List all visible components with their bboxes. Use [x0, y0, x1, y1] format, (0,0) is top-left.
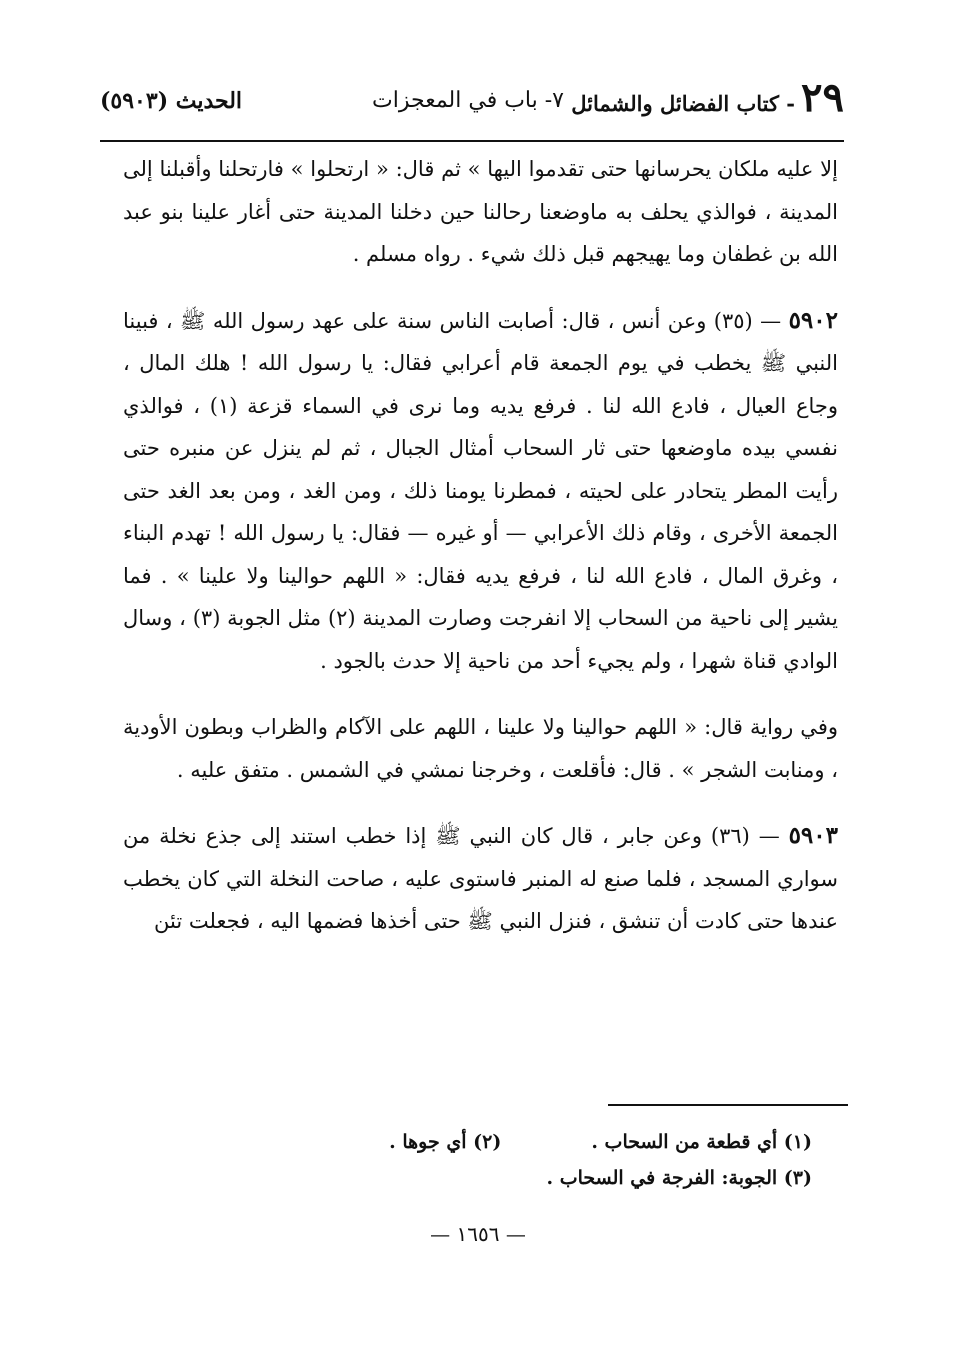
paragraph-text: — (٣٦) وعن جابر ، قال كان النبي ﷺ إذا خطب استند إلى جذع نخلة من سواري المسجد ، فلما صنع له المنبر فاستوى عليه ، صاحت النخلة التي كان يخطب عندها حتى كادت أن تنشق ، فنزل النبي ﷺ حتى أخذها فضمها اليه ، فجعلت تئن: [123, 824, 838, 933]
paragraph-hadith-5903: [123, 815, 838, 943]
paragraph-hadith-5902: [123, 300, 838, 683]
hadith-number: ٥٩٠٣: [788, 822, 838, 849]
footnote-divider: [608, 1104, 848, 1106]
paragraph-continuation: [123, 148, 838, 276]
page-number: — ١٦٥٦ —: [430, 1222, 526, 1246]
chapter-heading: [571, 74, 844, 121]
paragraph-text: وفي رواية قال: « اللهم حوالينا ولا علينا ، اللهم على الآكام والظراب وبطون الأودية ، ومنابت الشجر » . قال: فأقلعت ، وخرجنا نمشي في الشمس . متفق عليه .: [123, 715, 838, 782]
main-text: [123, 148, 838, 943]
hadith-range: الحديث (٥٩٠٣): [100, 88, 243, 114]
paragraph-text: إلا عليه ملكان يحرسانها حتى تقدموا اليها » ثم قال: « ارتحلوا » فارتحلنا وأقبلنا إلى المدينة ، فوالذي يحلف به ماوضعنا رحالنا حين دخلنا المدينة حتى أغار علينا بنو عبد الله بن غطفان وما يهيجهم قبل ذلك شيء . رواه مسلم .: [123, 157, 838, 266]
footnotes: [292, 1124, 812, 1196]
paragraph-riwaya: [123, 706, 838, 791]
footnote-row: [292, 1124, 812, 1160]
chapter-title: - كتاب الفضائل والشمائل: [571, 91, 796, 116]
footnote-3: (٣) الجوبة: الفرجة في السحاب .: [546, 1167, 812, 1189]
footnote-2: (٢) أي جوها .: [389, 1131, 502, 1153]
running-header: [100, 74, 844, 128]
hadith-number: ٥٩٠٢: [788, 306, 838, 334]
section-title: ٧- باب في المعجزات: [372, 88, 564, 113]
paragraph-text: — (٣٥) وعن أنس ، قال: أصابت الناس سنة على عهد رسول الله ﷺ ، فبينا النبي ﷺ يخطب في يوم الجمعة قام أعرابي فقال: يا رسول الله ! هلك المال ، وجاع العيال ، فادع الله لنا . فرفع يديه وما نرى في السماء قزعة (١) ، فوالذي نفسي بيده ماوضعها حتى ثار السحاب أمثال الجبال ، ثم لم ينزل عن منبره حتى رأيت المطر يتحادر على لحيته ، فمطرنا يومنا ذلك ، ومن الغد ، ومن بعد الغد حتى الجمعة الأخرى ، وقام ذلك الأعرابي — أو غيره — فقال: يا رسول الله ! تهدم البناء ، وغرق المال ، فادع الله لنا ، فرفع يديه فقال: « اللهم حوالينا ولا علينا » . فما يشير إلى ناحية من السحاب إلا انفرجت وصارت المدينة (٢) مثل الجوبة (٣) ، وسال الوادي قناة شهرا ، ولم يجيء أحد من ناحية إلا حدث بالجود .: [123, 308, 838, 673]
footnote-1: (١) أي قطعة من السحاب .: [591, 1131, 812, 1153]
header-divider: [100, 140, 844, 142]
chapter-number: ٢٩: [801, 74, 844, 121]
footnote-row: [292, 1160, 812, 1196]
